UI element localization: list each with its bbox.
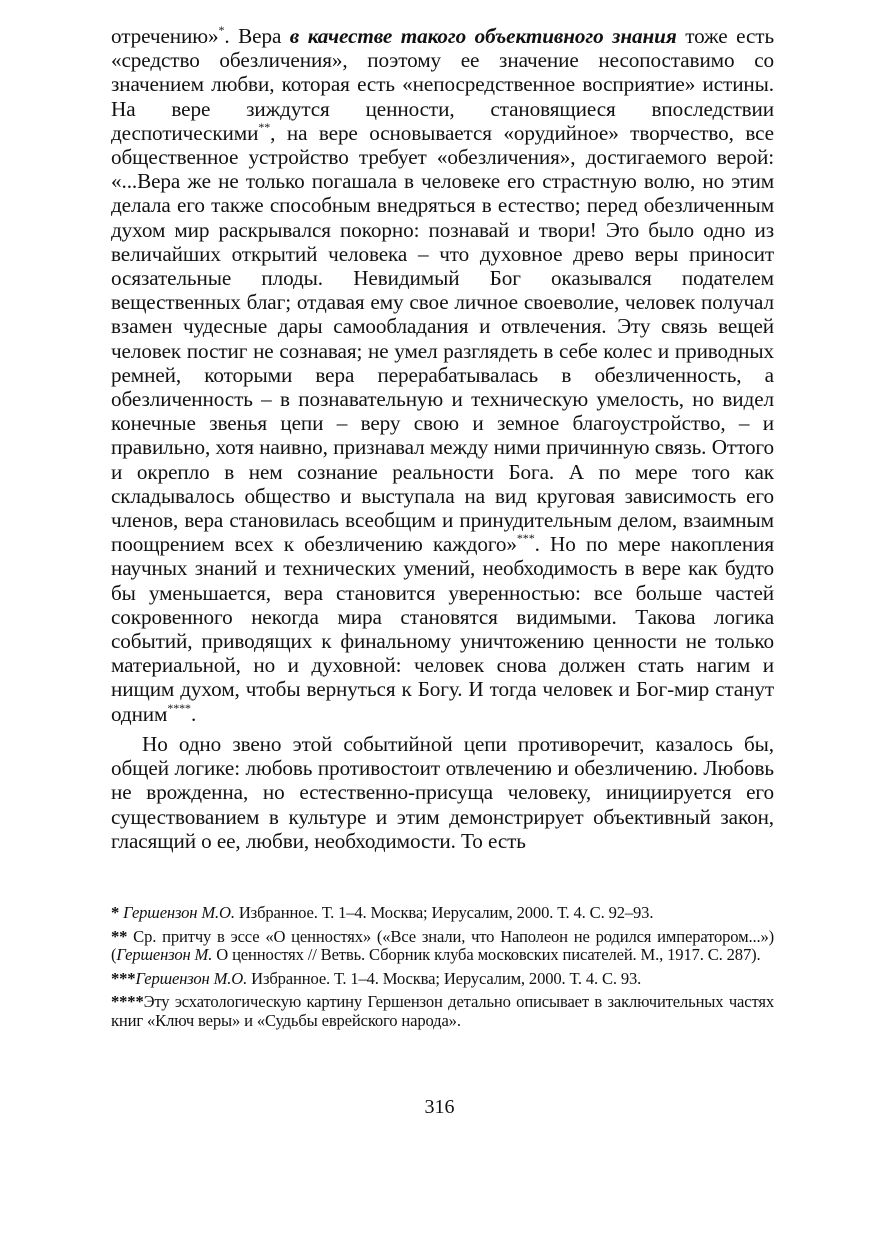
page-number: 316 (424, 1096, 455, 1118)
paragraph-2: Но одно звено этой событийной цепи противоречит, казалось бы, общей логике: любовь противостоит отвлечению и обезличению. Любовь не врожденна, но естественно-присуща человеку, инициируется его существованием в культуре и этим демонстрирует объективный закон, гласящий о ее, любви, необходимости. То есть (111, 731, 774, 853)
footnote-text: Эту эсхатологическую картину Гершензон детально описывает в заключительных частях книг «Ключ веры» и «Судьбы еврейского народа». (111, 992, 774, 1030)
emphasis-text: в качестве такого объективного знания (289, 24, 677, 48)
footnote-ref-3: *** (516, 531, 535, 546)
main-text (111, 24, 774, 853)
footnote-2 (111, 928, 774, 965)
paragraph-text: , на вере основывается «орудийное» творчество, все общественное устройство требует «обезличения», достигаемого верой: «...Вера же не только погашала в человеке его страстную волю, но этим делала его также способным внедряться в естество; перед обезличенным духом мир раскрывался покорно: познавай и твори! Это было одно из величайших открытий человека – что духовное древо веры приносит осязательные плоды. Невидимый Бог оказывался подателем вещественных благ; отдавая ему свое личное своеволие, человек получал взамен чудесные дары самообладания и отвлечения. Эту связь вещей человек постиг не сознавая; не умел разглядеть в себе колес и приводных ремней, которыми вера перерабатывалась в обезличенность, а обезличенность – в познавательную и техническую умелость, но видел конечные звенья цепи – веру свою и земное благоустройство, – и правильно, хотя наивно, признавал между ними причинную связь. Оттого и окрепло в нем сознание реальности Бога. А по мере того как складывалось общество и выступала на вид круговая зависимость его членов, вера становилась всеобщим и принудительным делом, взаимным поощрением всех к обезличению каждого» (111, 120, 774, 557)
footnote-1 (111, 904, 774, 923)
footnotes (111, 904, 774, 1036)
paragraph-1 (111, 24, 774, 726)
footnote-3 (111, 970, 774, 989)
paragraph-text: . (190, 701, 197, 726)
paragraph-text: . Но по мере накопления научных знаний и технических умений, необходимость в вере как будто бы уменьшается, вера становится уверенностью: все больше частей сокровенного некогда мира становятся видимыми. Такова логика событий, приводящих к финальному уничтожению ценности не только материальной, но и духовной: человек снова должен стать нагим и нищим духом, чтобы вернуться к Богу. И тогда человек и Бог-мир станут одним (111, 532, 774, 726)
footnote-mark: ** (111, 926, 128, 946)
footnote-text: Избранное. Т. 1–4. Москва; Иерусалим, 2000. Т. 4. С. 92–93. (234, 903, 654, 922)
paragraph-text: тоже есть «средство обезличения», поэтому ее значение несопоставимо со значением любви, которая есть «непосредственное восприятие» истины. На вере зиждутся ценности, становящиеся впоследствии деспотическими (111, 24, 775, 145)
footnote-author: Гершензон М. (116, 945, 213, 965)
footnote-text: Ср. притчу в эссе «О ценностях» («Все знали, что Наполеон не родился императором...») ( (111, 926, 774, 965)
footnote-mark: **** (111, 992, 144, 1012)
footnote-author: Гершензон М.О. (135, 968, 248, 988)
footnote-4 (111, 993, 774, 1030)
paragraph-text: . Вера (224, 24, 290, 48)
footnote-author: Гершензон М.О. (119, 903, 235, 922)
footnote-ref-1: * (218, 23, 225, 37)
footnote-ref-4: **** (167, 700, 191, 715)
paragraph-text: отречению» (111, 24, 219, 48)
footnote-text: О ценностях // Ветвь. Сборник клуба московских писателей. М., 1917. С. 287). (212, 945, 761, 965)
footnote-mark: * (111, 903, 120, 922)
footnote-mark: *** (111, 968, 136, 988)
footnote-ref-2: ** (258, 119, 271, 134)
footnote-text: Избранное. Т. 1–4. Москва; Иерусалим, 2000. Т. 4. С. 93. (247, 968, 642, 988)
